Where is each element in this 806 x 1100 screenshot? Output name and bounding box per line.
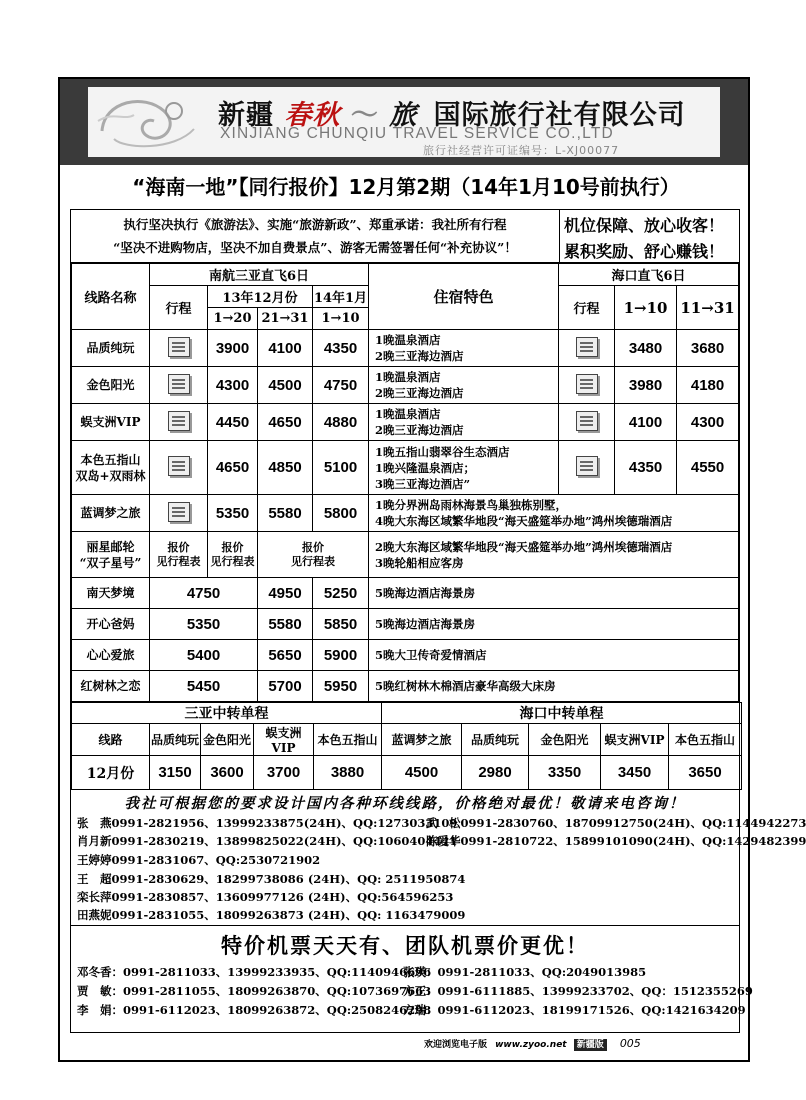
itinerary-document-icon[interactable] [168,411,190,431]
price-cell: 5400 [150,640,258,671]
table-row [72,330,739,367]
itinerary-cell [150,367,208,404]
price-cell: 4650 [208,441,258,495]
transfer-price: 3600 [201,756,254,790]
table-row [72,367,739,404]
jan-2014-header: 14年1月 [313,286,369,308]
price-cell: 4750 [313,367,369,404]
haikou-itinerary-cell [559,367,615,404]
table-row [72,495,739,532]
transfer-price: 4500 [382,756,462,790]
swirl-logo-icon [94,91,204,153]
transfer-col: 本色五指山 [314,724,382,756]
haikou-itinerary-cell [559,441,615,495]
price-cell: 5350 [150,609,258,640]
accommodation-cell: 5晚红树林木棉酒店豪华高级大床房 [369,671,739,702]
accommodation-cell: 5晚海边酒店海景房 [369,609,739,640]
route-name: 丽星邮轮 “双子星号” [72,532,150,578]
dec-range-21-31: 21→31 [258,308,313,330]
guarantee-box [559,210,740,262]
notice-line-2: “坚决不进购物店，坚决不加自费景点”、游客无需签署任何“补充协议”！ [113,240,517,255]
header-banner [60,79,748,165]
sanya-transfer-title: 三亚中转单程 [72,703,382,724]
itinerary-document-icon[interactable] [576,456,598,476]
accommodation-cell: 5晚海边酒店海景房 [369,578,739,609]
haikou-price-cell: 3980 [615,367,677,404]
itinerary-document-icon[interactable] [576,374,598,394]
haikou-price-cell: 3480 [615,330,677,367]
price-cell: 5100 [313,441,369,495]
page-title: “海南一地”【同行报价】12月第2期（14年1月10号前执行） [132,175,680,199]
main-price-panel [70,209,806,1033]
accommodation-cell: 2晚大东海区域繁华地段“海天盛筵举办地”鸿州埃德瑞酒店 3晚轮船相应客房 [369,532,739,578]
price-cell: 5450 [150,671,258,702]
sanya-direct-header: 南航三亚直飞6日 [150,264,369,286]
route-label: 线路 [72,724,150,756]
route-name: 品质纯玩 [72,330,150,367]
itinerary-document-icon[interactable] [576,337,598,357]
table-row [72,441,739,495]
haikou-itinerary-cell [559,404,615,441]
transfer-col: 金色阳光 [529,724,601,756]
table-row [72,532,739,578]
route-name: 心心爱旅 [72,640,150,671]
commitment-notice [71,210,739,263]
price-cell: 5250 [313,578,369,609]
haikou-direct-header: 海口直飞6日 [559,264,739,286]
accommodation-cell: 1晚分界洲岛雨林海景鸟巢独栋别墅， 4晚大东海区域繁华地段“海天盛筵举办地”鸿州埃德瑞酒店 [369,495,739,532]
itinerary-document-icon[interactable] [168,374,190,394]
transfer-col: 金色阳光 [201,724,254,756]
price-on-itinerary: 报价 见行程表 [150,532,208,578]
footer-text: 欢迎浏览电子版 [424,1040,488,1050]
footer-url[interactable]: www.zyoo.net [495,1040,567,1050]
price-cell: 4350 [313,330,369,367]
price-cell: 4500 [258,367,313,404]
price-cell: 5900 [313,640,369,671]
price-on-itinerary: 报价 见行程表 [258,532,369,578]
table-row [72,640,739,671]
price-cell: 4300 [208,367,258,404]
haikou-price-cell: 4550 [677,441,739,495]
accommodation-cell: 1晚温泉酒店 2晚三亚海边酒店 [369,330,559,367]
dec-range-1-20: 1→20 [208,308,258,330]
transfer-col: 蓝调梦之旅 [382,724,462,756]
haikou-range-1-10: 1→10 [615,286,677,330]
contact-line: 栾长萍0991-2830857、13609977126 (24H)、QQ:564596253 [77,890,454,904]
contact-line: 邓冬香：0991-2811033、13999233935、QQ:1140946696 [77,965,432,979]
transfer-col: 品质纯玩 [150,724,201,756]
contact-line: 贾 敏：0991-2811055、18099263870、QQ:1073697663 [77,984,432,998]
itinerary-cell [150,441,208,495]
itinerary-cell [150,330,208,367]
price-sheet [58,77,806,1062]
company-logo [88,87,720,157]
price-cell: 5800 [313,495,369,532]
itinerary-document-icon[interactable] [168,456,190,476]
company-name-cn: 新疆 春秋 〜 旅 国际旅行社有限公司 [218,100,686,131]
route-name: 金色阳光 [72,367,150,404]
page-footer [424,1032,641,1051]
price-cell: 4100 [258,330,313,367]
price-on-itinerary: 报价 见行程表 [208,532,258,578]
table-row [72,609,739,640]
price-cell: 5950 [313,671,369,702]
contact-line: 王 超0991-2830629、18299738086 (24H)、QQ: 2511950874 [77,872,466,886]
guarantee-slogan-1: 机位保障、放心收客！ [564,216,725,235]
route-name: 开心爸妈 [72,609,150,640]
edition-badge: 新疆版 [574,1039,607,1051]
route-name: 红树林之恋 [72,671,150,702]
route-name: 本色五指山 双岛+双雨林 [72,441,150,495]
table-row [72,404,739,441]
guarantee-slogan-2: 累积奖励、舒心赚钱！ [564,242,725,261]
price-cell: 4850 [258,441,313,495]
ticket-contact-list [71,962,753,1032]
price-cell: 4880 [313,404,369,441]
price-cell: 5350 [208,495,258,532]
haikou-price-cell: 3680 [677,330,739,367]
haikou-range-11-31: 11→31 [677,286,739,330]
notice-line-1: 执行坚决执行《旅游法》、实施“旅游新政”、郑重承诺：我社所有行程 [123,217,507,232]
route-name-header: 线路名称 [72,264,150,330]
itinerary-document-icon[interactable] [576,411,598,431]
month-label: 12月份 [72,756,150,790]
haikou-price-cell: 4350 [615,441,677,495]
table-row [72,578,739,609]
transfer-col: 蜈支洲VIP [601,724,669,756]
contact-line: 肖月新0991-2830219、13899825022(24H)、QQ:1060404441 [77,834,458,848]
accommodation-cell: 1晚五指山翡翠谷生态酒店 1晚兴隆温泉酒店； 3晚三亚海边酒店” [369,441,559,495]
transfer-col: 蜈支洲VIP [254,724,314,756]
contact-line: 方正：0991-6111885、13999233702、QQ：1512355269 [403,984,753,998]
price-cell: 4950 [258,578,313,609]
haikou-itinerary-cell [559,330,615,367]
accommodation-cell: 1晚温泉酒店 2晚三亚海边酒店 [369,404,559,441]
price-cell: 4650 [258,404,313,441]
company-name-en: XINJIANG CHUNQIU TRAVEL SERVICE CO.,LTD [220,125,614,142]
contact-line: 陈爱华0991-2810722、15899101090(24H)、QQ:1429482399 [426,834,806,848]
contact-line: 张瑛：0991-2811033、QQ:2049013985 [403,965,647,979]
transfer-price: 3150 [150,756,201,790]
price-cell: 5700 [258,671,313,702]
accommodation-header: 住宿特色 [369,264,559,330]
table-row [72,724,742,756]
page-number: 005 [619,1037,641,1050]
haikou-price-cell: 4180 [677,367,739,404]
transfer-price: 3880 [314,756,382,790]
itinerary-document-icon[interactable] [168,502,190,522]
contact-line: 张 燕0991-2821956、13999233875(24H)、QQ:1273033109 [77,816,458,830]
accommodation-cell: 5晚大卫传奇爱情酒店 [369,640,739,671]
contact-line: 王婷婷0991-2831067、QQ:2530721902 [77,853,321,867]
contact-line: 李 娟：0991-6112023、18099263872、QQ:2508246298 [77,1003,432,1017]
price-cell: 5580 [258,495,313,532]
transfer-col: 本色五指山 [669,724,742,756]
dec-2013-header: 13年12月份 [208,286,313,308]
price-cell: 4450 [208,404,258,441]
route-name: 南天梦境 [72,578,150,609]
price-cell: 5580 [258,609,313,640]
route-name: 蜈支洲VIP [72,404,150,441]
table-row [72,756,742,790]
haikou-price-cell: 4300 [677,404,739,441]
transfer-price: 3450 [601,756,669,790]
logo-wave-icon: 〜 [350,100,379,131]
transfer-price: 3700 [254,756,314,790]
price-cell: 3900 [208,330,258,367]
route-name: 蓝调梦之旅 [72,495,150,532]
jan-range-1-10: 1→10 [313,308,369,330]
itinerary-cell [150,495,208,532]
price-cell: 5650 [258,640,313,671]
haikou-itinerary-header: 行程 [559,286,615,330]
license-number: 旅行社经营许可证编号：L-XJ00077 [423,144,620,157]
haikou-price-cell: 4100 [615,404,677,441]
transfer-price: 3650 [669,756,742,790]
transfer-price-table [71,702,742,790]
contact-line: 武 松0991-2830760、18709912750(24H)、QQ:1144942273 [426,816,806,830]
custom-route-slogan: 我社可根据您的要求设计国内各种环线线路，价格绝对最优！敬请来电咨询！ [124,795,686,812]
transfer-price: 3350 [529,756,601,790]
price-cell: 4750 [150,578,258,609]
haikou-transfer-title: 海口中转单程 [382,703,742,724]
contact-line: 方瑞：0991-6112023、18199171526、QQ:1421634209 [403,1003,746,1017]
table-row [72,671,739,702]
accommodation-cell: 1晚温泉酒店 2晚三亚海边酒店 [369,367,559,404]
transfer-price: 2980 [462,756,529,790]
air-ticket-banner: 特价机票天天有、团队机票价更优！ [71,925,739,962]
route-price-table [71,263,739,702]
itinerary-header: 行程 [150,286,208,330]
contact-list [71,813,806,925]
itinerary-document-icon[interactable] [168,337,190,357]
contact-line: 田燕妮0991-2831055、18099263873 (24H)、QQ: 1163479009 [77,908,466,922]
itinerary-cell [150,404,208,441]
transfer-col: 品质纯玩 [462,724,529,756]
price-cell: 5850 [313,609,369,640]
